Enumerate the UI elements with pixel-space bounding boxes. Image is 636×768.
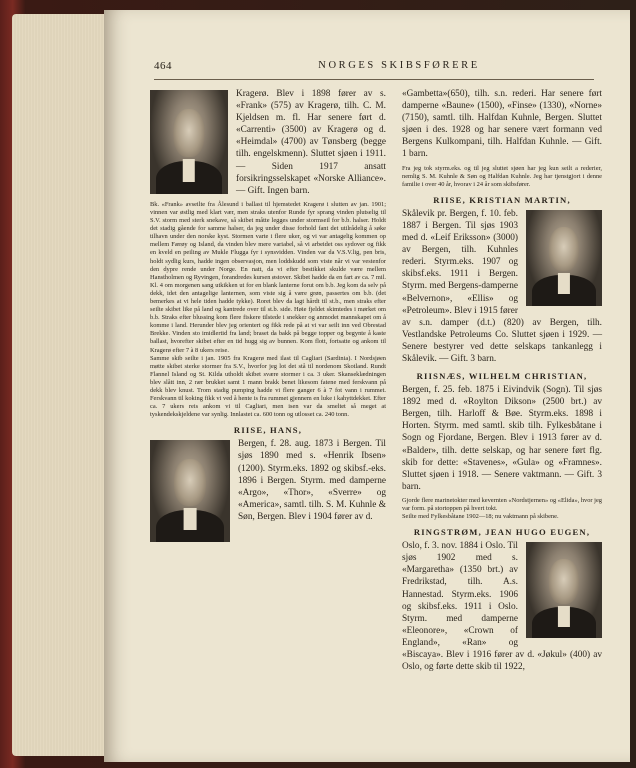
book-page [104,10,630,762]
left-column [150,88,386,544]
collar-shape [184,508,197,530]
page-number: 464 [154,60,172,72]
entry-4-note: Gjorde flere marinetokter med kevernten «Nordstjernen» og «Elida», hvor jeg var form. på stortoppen på hvert tokt. [402,496,602,512]
entry-2-text: Bergen, f. 28. aug. 1873 i Bergen. Til sjøs 1890 med s. «Henrik Ibsen» (1200). Styrm.eks. 1892 og skibsf.-eks. 1896 i Bergen. Styrm. med damperne «Argo», «Thor», «Sverre» og «America», samtl. tilh. S. M. Kuhnle & Søn, Bergen. Blev i 1904 fører av d. [238,439,386,522]
collar-shape [558,273,570,294]
entry-2-continued-text: «Gambetta»(650), tilh. s.n. rederi. Har senere ført damperne «Baune» (1500), «Finse» (1330), «Norne» (7150), samtl. tilh. Halfdan Kuhnle, Bergen. Sluttet sjøen i des. 1928 og har senere vært formann ved Bergens Kulkompani, tilh. Halfdan Kuhnle. — Gift. 1 barn. [402,89,602,160]
face-shape [174,459,206,506]
entry-1-note-2: Samme skib seilte i jan. 1905 fra Kragerø med ilast til Cagliari (Sardinia). I Nordsjøen møtte skibet sterke stormer fra S.V., hvorfor jeg lot det stå til nordenom Skotland. Rundt Flannel Island og St. Kilda utholdt skibet svære stormer i ca. 3 uker. Skanseklædningen blev slått inn, 2 rær brukket samt 1 mann brakk benet likesom fatene med ferskvann på dekk blev knust. Trom stadig pumping hadde vi flere ganger 6 à 7 fot vann i rummet. Ferskvann til koking fikk vi ved å hente is fra rummet gjennem en luke i kahyttdekket. Efter ca. 7 ukers reis ankom vi til Cagliari, men isen var da smeltet så meget at tyskendekskjeldene var synlig. Innlastet ca. 600 tonn og utlosset ca. 240 tonn. [150,354,386,419]
entry-2-note: Fra jeg tok styrm.eks. og til jeg sluttet sjøen har jeg kun seilt a rederier, nemlig S. M. Kuhnle & Søn og Halfdan Kuhnle. Jeg har tjenstgjort i denne familie i over 40 år, hvorav i 24 år som skibsfører. [402,164,602,188]
page-header [154,60,594,80]
entry-1-text: Kragerø. Blev i 1898 fører av s. «Frank» (575) av Kragerø, tilh. C. M. Kjeldsen m. fl. Har senere ført d. «Carrenti» (3500) av Kragerø og d. «Heimdal» (4700) av Tønsberg (begge tilh. engelskmenn). Sluttet sjøen i 1911. — Siden 1917 ansatt forsikringsselskapet «Norske Alliance». — Gift. Ingen barn. [236,89,386,196]
entry-1-note: Bk. «Frank» avseilte fra Ålesund i ballast til hjemstedet Kragerø i slutten av jan. 1901; vinnen var østlig med klart vær, men straks utenfor Runde fyr sprang vinden plutselig til S.V. storm med sterk snekave, så skibet måtte legges under stormseil for b.b. halser. Holdt det stadig gående for samme halser, da jeg under disse forhold fant det utilrådelig å søke tilhavn under den norske kyst. Stormen varte i flere uker, og vi var antagelig kommen op mellem Færøy og Island, da vinden blev mere variabel, så vi arbeidet oss sydover og fikk en kveld en peiling av Mukle Flugga fyr i synsvidden. Vinden var da V.S.V.lig, pen bris, holdt sydlig kurs, hadde ingen observasjon, men loddskudd som viste når vi var vestenfor den dypre rende under Norge. En natt, da vi efter bestikket skulde være mellem Hanstholmen og Ryvingen, forandredes kursen østover. Skibet hadde da en fart av ca. 7 mil. Kl. 4 om morgenen sang utkikken ut for en blank lanterne forut om b.b. Jeg kom da selv på dekk, idet den antagelige lanternen, som viste sig å være grøn, passertes om b.b. (det bemerkes at vi hele tiden hadde tykke). Roret blev da lagt hårdt til st.b., men straks efter seilte skibet like på land og kantrede over til st.b. side. Høie fjeldet skimtedes i mørket om b.b. Straks efter blussing kom flere fiskere tilstede i snekker og anmodet mannskapet om å komme i land. Herunder blev jeg orientert og fikk rede på at vi var seilt inn ved Obrestad Brekke. Vinden sto imidlertid fra land; braset da bakk på begge topper og begynte å kaste ballast, hvorefter skibet efter en tid hugg sig av bunnen. Kom flott, fortsatte og ankom til Kragerø efter 7 à 8 ukers reise. [150,200,386,354]
entry-3-text: Skålevik pr. Bergen, f. 10. feb. 1887 i Bergen. Til sjøs 1903 med d. «Leif Eriksson» (3000) av Bergen, tilh. Kuhnles rederi. Styrm.eks. 1907 og skibsf.eks. 1911 i Bergen. Styrm. med Bergens-damperne «Belvernon», «Ellis» og «Petroleum». Blev i 1915 fører av s.n. damper (d.t.) (820) av Bergen, tilh. Vestlandske Petroleums Co. Sluttet sjøen i 1929. — Senere bestyrer ved dette selskaps tankanlegg i Skålevik. — Gift. 3 barn. [402,208,602,364]
face-shape [173,109,204,157]
face-shape [549,227,579,271]
collar-shape [558,606,570,627]
portrait-photo-1 [150,90,228,194]
portrait-photo-3 [526,210,602,306]
entry-2-heading: RIISE, HANS, [233,425,303,436]
collar-shape [183,159,195,182]
portrait-photo-2 [150,440,230,542]
page-edges [12,14,112,756]
running-title: NORGES SKIBSFØRERE [318,60,480,71]
portrait-photo-4 [526,542,602,638]
right-column [402,88,602,673]
entry-4-note-2: Seilte med Fylkesbåtane 1902—18; nu vaktmann på skibene. [402,513,559,521]
entry-4-heading: RIISNÆS, WILHELM CHRISTIAN, [416,371,588,382]
entry-5-heading: RINGSTRØM, JEAN HUGO EUGEN, [413,527,591,538]
entry-3-heading: RIISE, KRISTIAN MARTIN, [433,194,571,205]
entry-5-text: Oslo, f. 3. nov. 1884 i Oslo. Til sjøs 1902 med s. «Margaretha» (1350 brt.) av Fredrikstad, tilh. A.s. Hannestad. Styrm.eks. 1906 og skibsf.eks. 1911 i Oslo. Styrm. med damperne «Eleonore», «Crown of England», «Ran» og «Biscaya». Blev i 1916 fører av d. «Jøkul» (400) av Oslo, og førte dette skib til 1922, [402,541,602,673]
face-shape [549,559,579,603]
entry-4-text: Bergen, f. 25. feb. 1875 i Eivindvik (Sogn). Til sjøs 1892 med d. «Roylton Dikson» (2500 brt.) av Bergen, tilh. Harloff & Bøe. Styrm.eks. 1898 i Horten. Styrm. med samtl. skib tilh. Fylkesbåtane i Sogn og Fjordane, Bergen. Blev i 1913 fører av d. «Balder», tilh. dette selskap, og har senere ført flg. skib for dette: «Stavenes», «Gula» og «Framnes». Sluttet sjøen i 1918. — Senere vaktmann. — Gift. 3 barn. [402,385,602,492]
